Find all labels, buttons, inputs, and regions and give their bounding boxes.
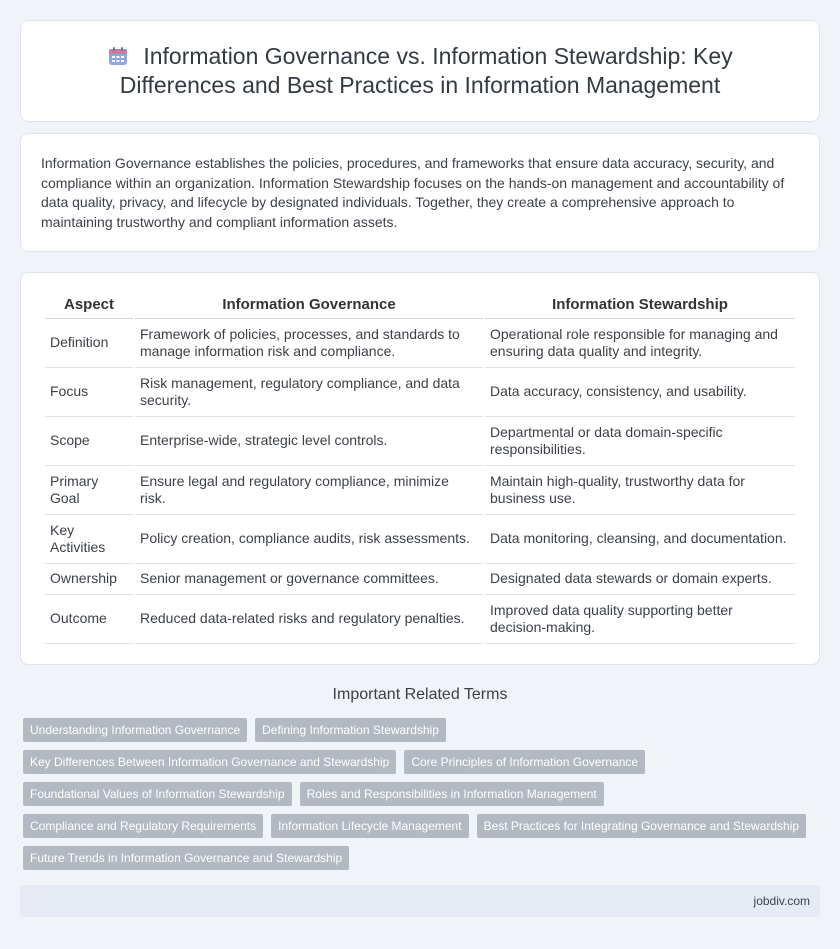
- governance-cell: Risk management, regulatory compliance, and data security.: [135, 368, 483, 417]
- table-row: [45, 368, 795, 417]
- governance-cell: Senior management or governance committees.: [135, 564, 483, 595]
- table-row: [45, 319, 795, 368]
- aspect-cell: Scope: [45, 417, 133, 466]
- related-term-tag[interactable]: Foundational Values of Information Stewardship: [23, 782, 292, 806]
- tag-row: [23, 814, 823, 838]
- table-row: [45, 515, 795, 564]
- governance-cell: Policy creation, compliance audits, risk assessments.: [135, 515, 483, 564]
- calendar-icon: [107, 45, 129, 67]
- comparison-table: [43, 291, 797, 644]
- footer-site-link[interactable]: jobdiv.com: [753, 894, 810, 908]
- aspect-cell: Key Activities: [45, 515, 133, 564]
- page-title-text: Information Governance vs. Information Stewardship: Key Differences and Best Practices in Information Management: [119, 43, 733, 98]
- related-term-tag[interactable]: Compliance and Regulatory Requirements: [23, 814, 263, 838]
- stewardship-cell: Maintain high-quality, trustworthy data for business use.: [485, 466, 795, 515]
- table-row: [45, 417, 795, 466]
- stewardship-cell: Operational role responsible for managing and ensuring data quality and integrity.: [485, 319, 795, 368]
- related-terms-heading: Important Related Terms: [332, 686, 508, 703]
- governance-cell: Reduced data-related risks and regulatory penalties.: [135, 595, 483, 644]
- aspect-cell: Primary Goal: [45, 466, 133, 515]
- stewardship-cell: Data accuracy, consistency, and usability.: [485, 368, 795, 417]
- related-terms-list: [23, 718, 823, 878]
- table-row: [45, 564, 795, 595]
- stewardship-cell: Data monitoring, cleansing, and documentation.: [485, 515, 795, 564]
- header-governance: Information Governance: [135, 291, 483, 319]
- table-header-row: [45, 291, 795, 319]
- table-row: [45, 595, 795, 644]
- table-row: [45, 466, 795, 515]
- governance-cell: Enterprise-wide, strategic level controls.: [135, 417, 483, 466]
- related-term-tag[interactable]: Defining Information Stewardship: [255, 718, 446, 742]
- related-term-tag[interactable]: Roles and Responsibilities in Information Management: [300, 782, 604, 806]
- stewardship-cell: Departmental or data domain-specific responsibilities.: [485, 417, 795, 466]
- header-stewardship: Information Stewardship: [485, 291, 795, 319]
- related-term-tag[interactable]: Understanding Information Governance: [23, 718, 247, 742]
- aspect-cell: Ownership: [45, 564, 133, 595]
- stewardship-cell: Designated data stewards or domain experts.: [485, 564, 795, 595]
- comparison-card: [20, 272, 820, 665]
- related-term-tag[interactable]: Best Practices for Integrating Governance and Stewardship: [477, 814, 807, 838]
- tag-row: [23, 846, 823, 870]
- aspect-cell: Focus: [45, 368, 133, 417]
- aspect-cell: Definition: [45, 319, 133, 368]
- related-term-tag[interactable]: Core Principles of Information Governance: [404, 750, 645, 774]
- aspect-cell: Outcome: [45, 595, 133, 644]
- page-title: [21, 42, 819, 100]
- related-term-tag[interactable]: Information Lifecycle Management: [271, 814, 468, 838]
- related-term-tag[interactable]: Key Differences Between Information Governance and Stewardship: [23, 750, 396, 774]
- title-card: [20, 20, 820, 122]
- footer: [20, 885, 820, 917]
- stewardship-cell: Improved data quality supporting better decision-making.: [485, 595, 795, 644]
- summary-card: [20, 133, 820, 252]
- tag-row: [23, 750, 823, 774]
- governance-cell: Ensure legal and regulatory compliance, minimize risk.: [135, 466, 483, 515]
- related-term-tag[interactable]: Future Trends in Information Governance and Stewardship: [23, 846, 349, 870]
- tag-row: [23, 782, 823, 806]
- header-aspect: Aspect: [45, 291, 133, 319]
- governance-cell: Framework of policies, processes, and standards to manage information risk and compliance.: [135, 319, 483, 368]
- summary-paragraph: Information Governance establishes the policies, procedures, and frameworks that ensure data accuracy, security, and compliance within an organization. Information Stewardship focuses on the hands-on management and accountability of data quality, privacy, and lifecycle by designated individuals. Together, they create a comprehensive approach to maintaining trustworthy and compliant information assets.: [41, 155, 785, 230]
- tag-row: [23, 718, 823, 742]
